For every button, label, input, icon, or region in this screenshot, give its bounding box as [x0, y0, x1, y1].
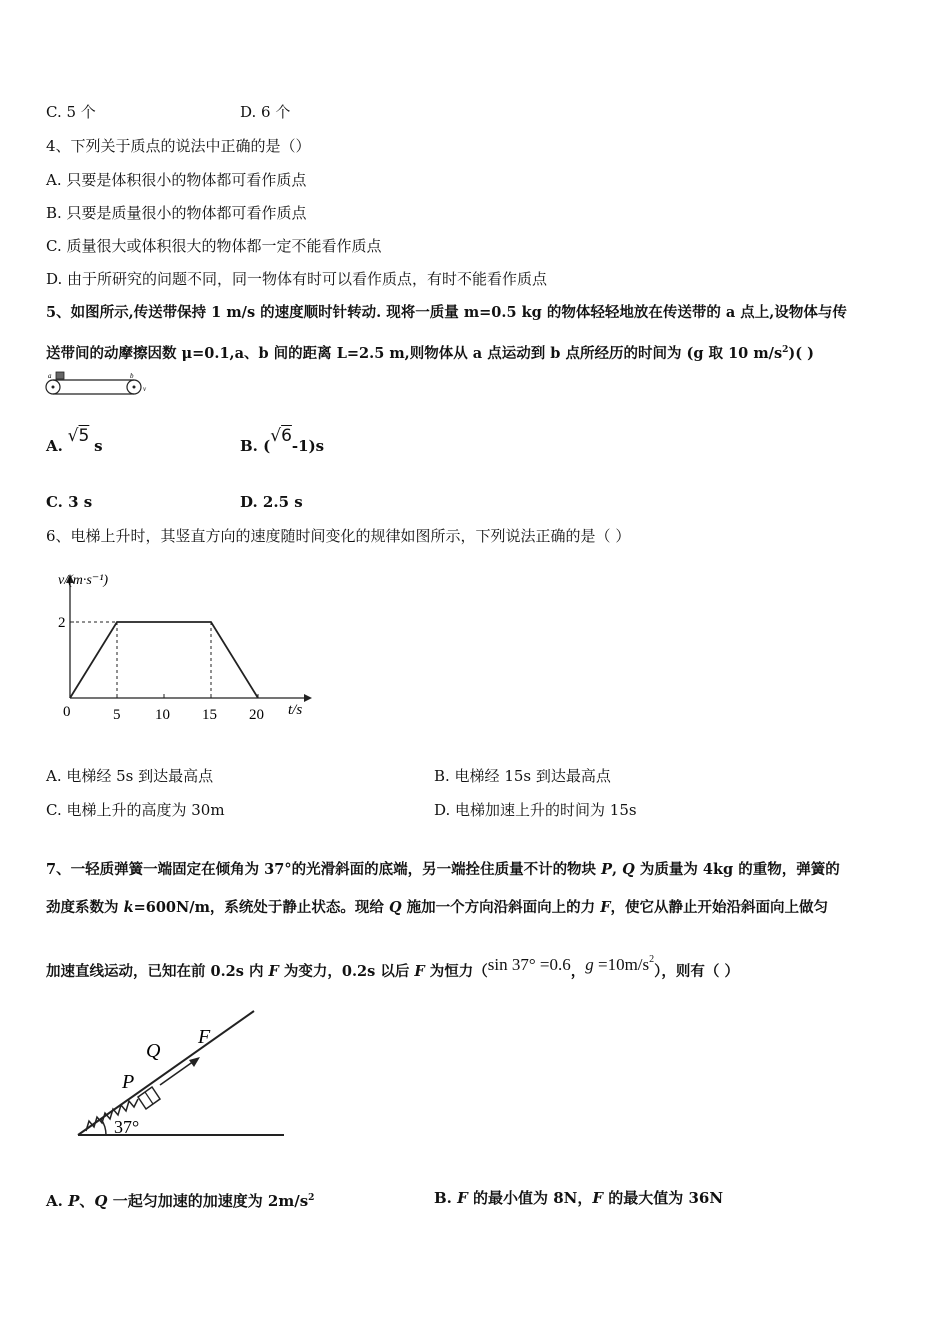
q5-stem-line1: 5、如图所示,传送带保持 1 m/s 的速度顺时针转动. 现将一质量 m=0.5 kg 的物体轻轻地放在传送带的 a 点上,设物体与传	[46, 304, 847, 321]
velocity-time-graph	[50, 562, 320, 736]
angle-arc-icon	[101, 1119, 106, 1135]
q6-stem: 6、电梯上升时，其竖直方向的速度随时间变化的规律如图所示，下列说法正确的是（ ）	[46, 527, 631, 545]
q7-option-b: B. F 的最小值为 8N，F 的最大值为 36N	[434, 1189, 724, 1207]
x-tick-label: 5	[113, 707, 121, 723]
q4-stem: 4、下列关于质点的说法中正确的是（）	[46, 137, 311, 155]
q5-option-d: D. 2.5 s	[240, 493, 303, 511]
q6-option-d: D. 电梯加速上升的时间为 15s	[434, 801, 637, 819]
q4-option-b: B. 只要是质量很小的物体都可看作质点	[46, 204, 307, 222]
x-axis-label: t/s	[288, 702, 303, 718]
q5-option-c: C. 3 s	[46, 493, 93, 511]
x-tick-label: 10	[155, 707, 170, 723]
y-axis-label: v/(m·s⁻¹)	[58, 573, 109, 588]
velocity-series-line	[70, 622, 258, 698]
y-tick-label: 2	[58, 615, 66, 631]
fig-label-angle: 37°	[114, 1117, 140, 1137]
block-icon	[56, 372, 64, 379]
fig-label-v: v	[143, 385, 147, 393]
q4-option-c: C. 质量很大或体积很大的物体都一定不能看作质点	[46, 237, 382, 255]
q6-option-b: B. 电梯经 15s 到达最高点	[434, 767, 611, 785]
fig-label-a: a	[48, 372, 52, 380]
q7-stem-line3: 加速直线运动，已知在前 0.2s 内 F 为变力，0.2s 以后 F 为恒力（sin 37° =0.6，$g =10m/s^2$），则有（ ）	[46, 954, 739, 980]
fig-label-b: b	[130, 372, 134, 380]
x-tick-label: 20	[249, 707, 264, 723]
q3-option-d: D. 6 个	[240, 103, 291, 121]
q7-option-a: A. P、Q 一起匀加速的加速度为 $2m/s^2$	[46, 1192, 315, 1210]
fig-label-q: Q	[146, 1040, 161, 1062]
q4-option-a: A. 只要是体积很小的物体都可看作质点	[46, 171, 307, 189]
x-axis-arrow-icon	[304, 694, 312, 702]
q5-stem-line2: 送带间的动摩擦因数 μ=0.1,a、b 间的距离 L=2.5 m,则物体从 a 点运动到 b 点所经历的时间为 (g 取 10 $m/s^2$)( )	[46, 344, 815, 362]
fig-label-f: F	[198, 1026, 211, 1048]
incline-spring-figure	[70, 1005, 290, 1149]
q7-stem-line2: 劲度系数为 k=600N/m，系统处于静止状态。现给 Q 施加一个方向沿斜面向上的力 F，使它从静止开始沿斜面向上做匀	[46, 899, 829, 916]
origin-label: 0	[63, 704, 71, 720]
q7-stem-line1: 7、一轻质弹簧一端固定在倾角为 37°的光滑斜面的底端，另一端拴住质量不计的物块 P, Q 为质量为 4kg 的重物，弹簧的	[46, 861, 840, 878]
q6-option-c: C. 电梯上升的高度为 30m	[46, 801, 225, 819]
q5-option-b: B. (√6-1)s	[240, 426, 325, 455]
q4-option-d: D. 由于所研究的问题不同，同一物体有时可以看作质点，有时不能看作质点	[46, 270, 548, 288]
fig-label-p: P	[122, 1071, 135, 1093]
q6-option-a: A. 电梯经 5s 到达最高点	[46, 767, 214, 785]
q5-option-a: A. √5 s	[46, 426, 103, 455]
x-tick-label: 15	[202, 707, 217, 723]
conveyor-belt-figure	[44, 370, 154, 404]
q3-option-c: C. 5 个	[46, 103, 96, 121]
